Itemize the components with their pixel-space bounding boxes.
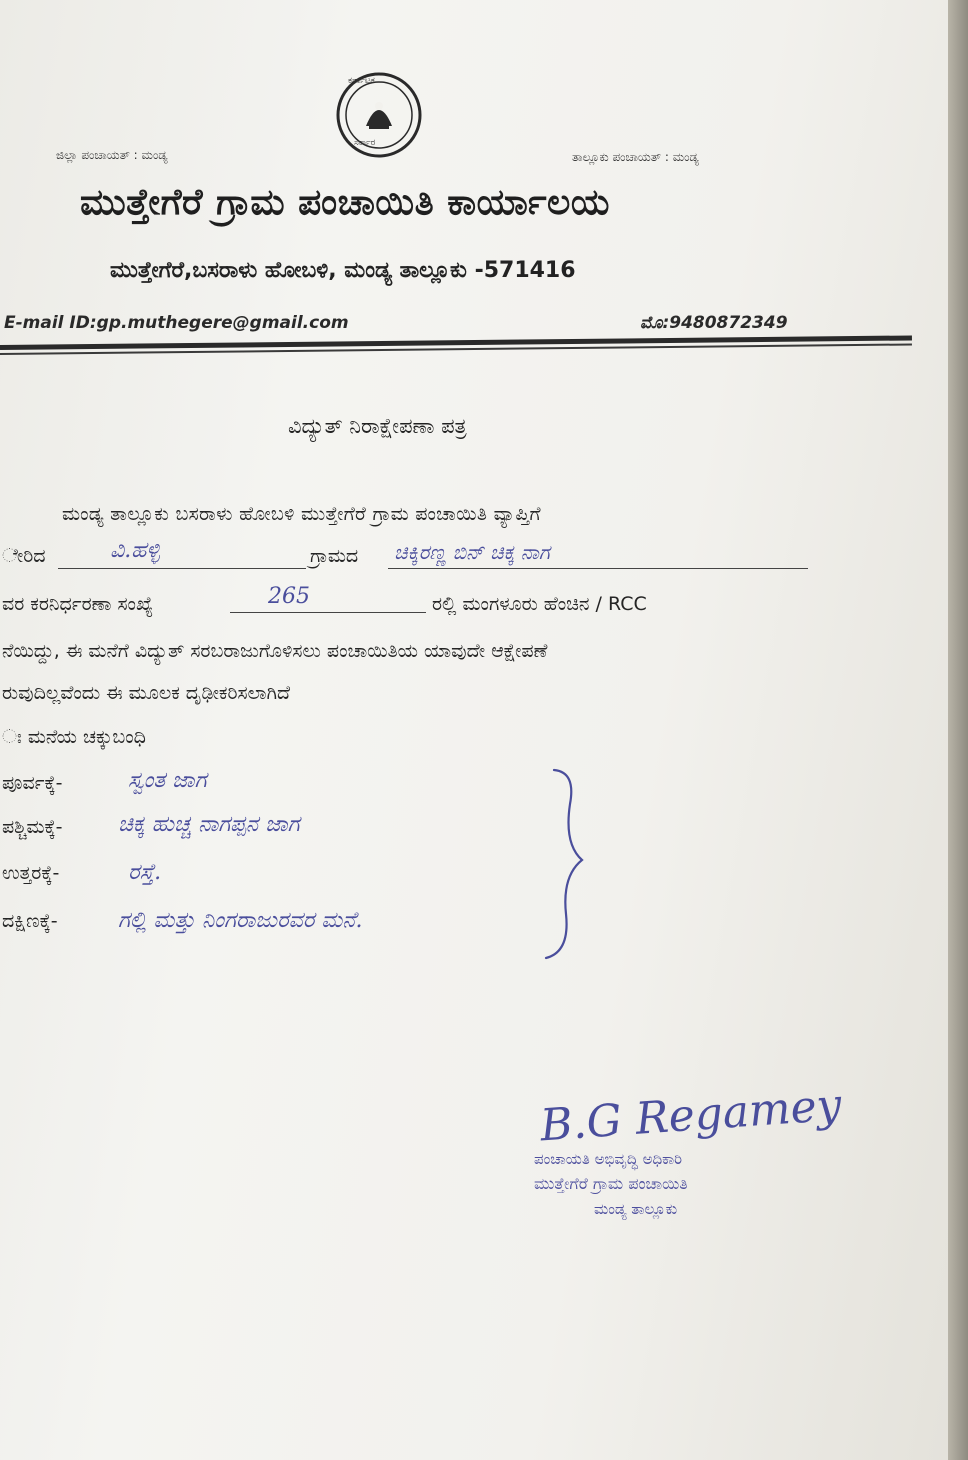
boundary-value-north: ರಸ್ತೆ. — [128, 860, 162, 885]
village-name-handwritten: ವಿ.ಹಳ್ಳಿ — [110, 538, 160, 563]
body-line-4: ನೆಯಿದ್ದು, ಈ ಮನೆಗೆ ವಿದ್ಯುತ್ ಸರಬರಾಜುಗೊಳಿಸಲು ಪಂಚಾಯಿತಿಯ ಯಾವುದೇ ಆಕ್ಷೇಪಣೆ — [2, 640, 548, 662]
assessment-number-handwritten: 265 — [268, 584, 310, 609]
taluk-panchayat-label: ತಾಲ್ಲೂಕು ಪಂಚಾಯತ್ : ಮಂಡ್ಯ — [572, 150, 699, 164]
handwritten-brace-icon — [540, 764, 590, 964]
boundary-value-south: ಗಲ್ಲಿ ಮತ್ತು ನಿಂಗರಾಜುರವರ ಮನೆ. — [118, 908, 363, 933]
boundary-label-west: ಪಶ್ಚಿಮಕ್ಕೆ- — [2, 816, 63, 838]
boundary-title: ಃ ಮನೆಯ ಚಕ್ಕುಬಂಧಿ — [2, 726, 146, 748]
body-line-5: ರುವುದಿಲ್ಲವೆಂದು ಈ ಮೂಲಕ ದೃಢೀಕರಿಸಲಾಗಿದೆ — [2, 682, 291, 704]
body-line-3-suffix: ರಲ್ಲಿ ಮಂಗಳೂರು ಹೆಂಚಿನ / RCC — [432, 593, 647, 615]
stamp-designation: ಪಂಚಾಯತಿ ಅಭಿವೃದ್ಧಿ ಅಧಿಕಾರಿ — [534, 1150, 683, 1168]
village-fill-line — [58, 568, 306, 569]
paper-edge — [948, 0, 968, 1460]
officer-signature: B.G Regamey — [538, 1079, 844, 1152]
boundary-title-text: ಮನೆಯ ಚಕ್ಕುಬಂಧಿ — [27, 726, 146, 748]
office-title: ಮುತ್ತೇಗೆರೆ ಗ್ರಾಮ ಪಂಚಾಯಿತಿ ಕಾರ್ಯಾಲಯ — [80, 182, 610, 223]
stamp-panchayat: ಮುತ್ತೇಗೆರೆ ಗ್ರಾಮ ಪಂಚಾಯಿತಿ — [534, 1174, 688, 1193]
office-address: ಮುತ್ತೇಗೆರೆ,ಬಸರಾಳು ಹೋಬಳಿ, ಮಂಡ್ಯ ತಾಲ್ಲೂಕು -571416 — [110, 258, 576, 283]
emblem-text-top: ಕರ್ನಾಟಕ — [348, 76, 375, 86]
stamp-taluk: ಮಂಡ್ಯ ತಾಲ್ಲೂಕು — [594, 1200, 678, 1218]
boundary-label-north: ಉತ್ತರಕ್ಕೆ- — [2, 862, 60, 884]
boundary-label-south: ದಕ್ಷಿಣಕ್ಕೆ- — [2, 910, 58, 932]
owner-fill-line — [388, 568, 808, 569]
document-heading: ವಿದ್ಯುತ್ ನಿರಾಕ್ಷೇಪಣಾ ಪತ್ರ — [288, 414, 467, 438]
phone-number: ಮೊ:9480872349 — [640, 313, 788, 333]
zilla-panchayat-label: ಜಿಲ್ಲಾ ಪಂಚಾಯತ್ : ಮಂಡ್ಯ — [56, 148, 168, 162]
body-line-3-prefix: ವರ ಕರನಿರ್ಧರಣಾ ಸಂಖ್ಯೆ — [2, 593, 154, 615]
boundary-value-west: ಚಿಕ್ಕ ಹುಚ್ಚ ನಾಗಪ್ಪನ ಜಾಗ — [118, 812, 300, 837]
body-line-2-prefix: ೇರಿದ — [2, 545, 46, 567]
body-line-2-mid: ಗ್ರಾಮದ — [310, 545, 359, 567]
assessment-fill-line — [230, 612, 426, 613]
boundary-value-east: ಸ್ವಂತ ಜಾಗ — [128, 768, 207, 793]
emblem-text-bottom: ಸರ್ಕಾರ — [354, 138, 376, 148]
owner-name-handwritten: ಚಿಕ್ಕಿರಣ್ಣ ಬಿನ್ ಚಿಕ್ಕ ನಾಗ — [394, 540, 550, 564]
email-address: E-mail ID:gp.muthegere@gmail.com — [4, 313, 349, 333]
boundary-label-east: ಪೂರ್ವಕ್ಕೆ- — [2, 772, 63, 794]
body-line-1: ಮಂಡ್ಯ ತಾಲ್ಲೂಕು ಬಸರಾಳು ಹೋಬಳಿ ಮುತ್ತೇಗೆರೆ ಗ್ರಾಮ ಪಂಚಾಯಿತಿ ವ್ಯಾಪ್ತಿಗೆ — [62, 503, 541, 525]
